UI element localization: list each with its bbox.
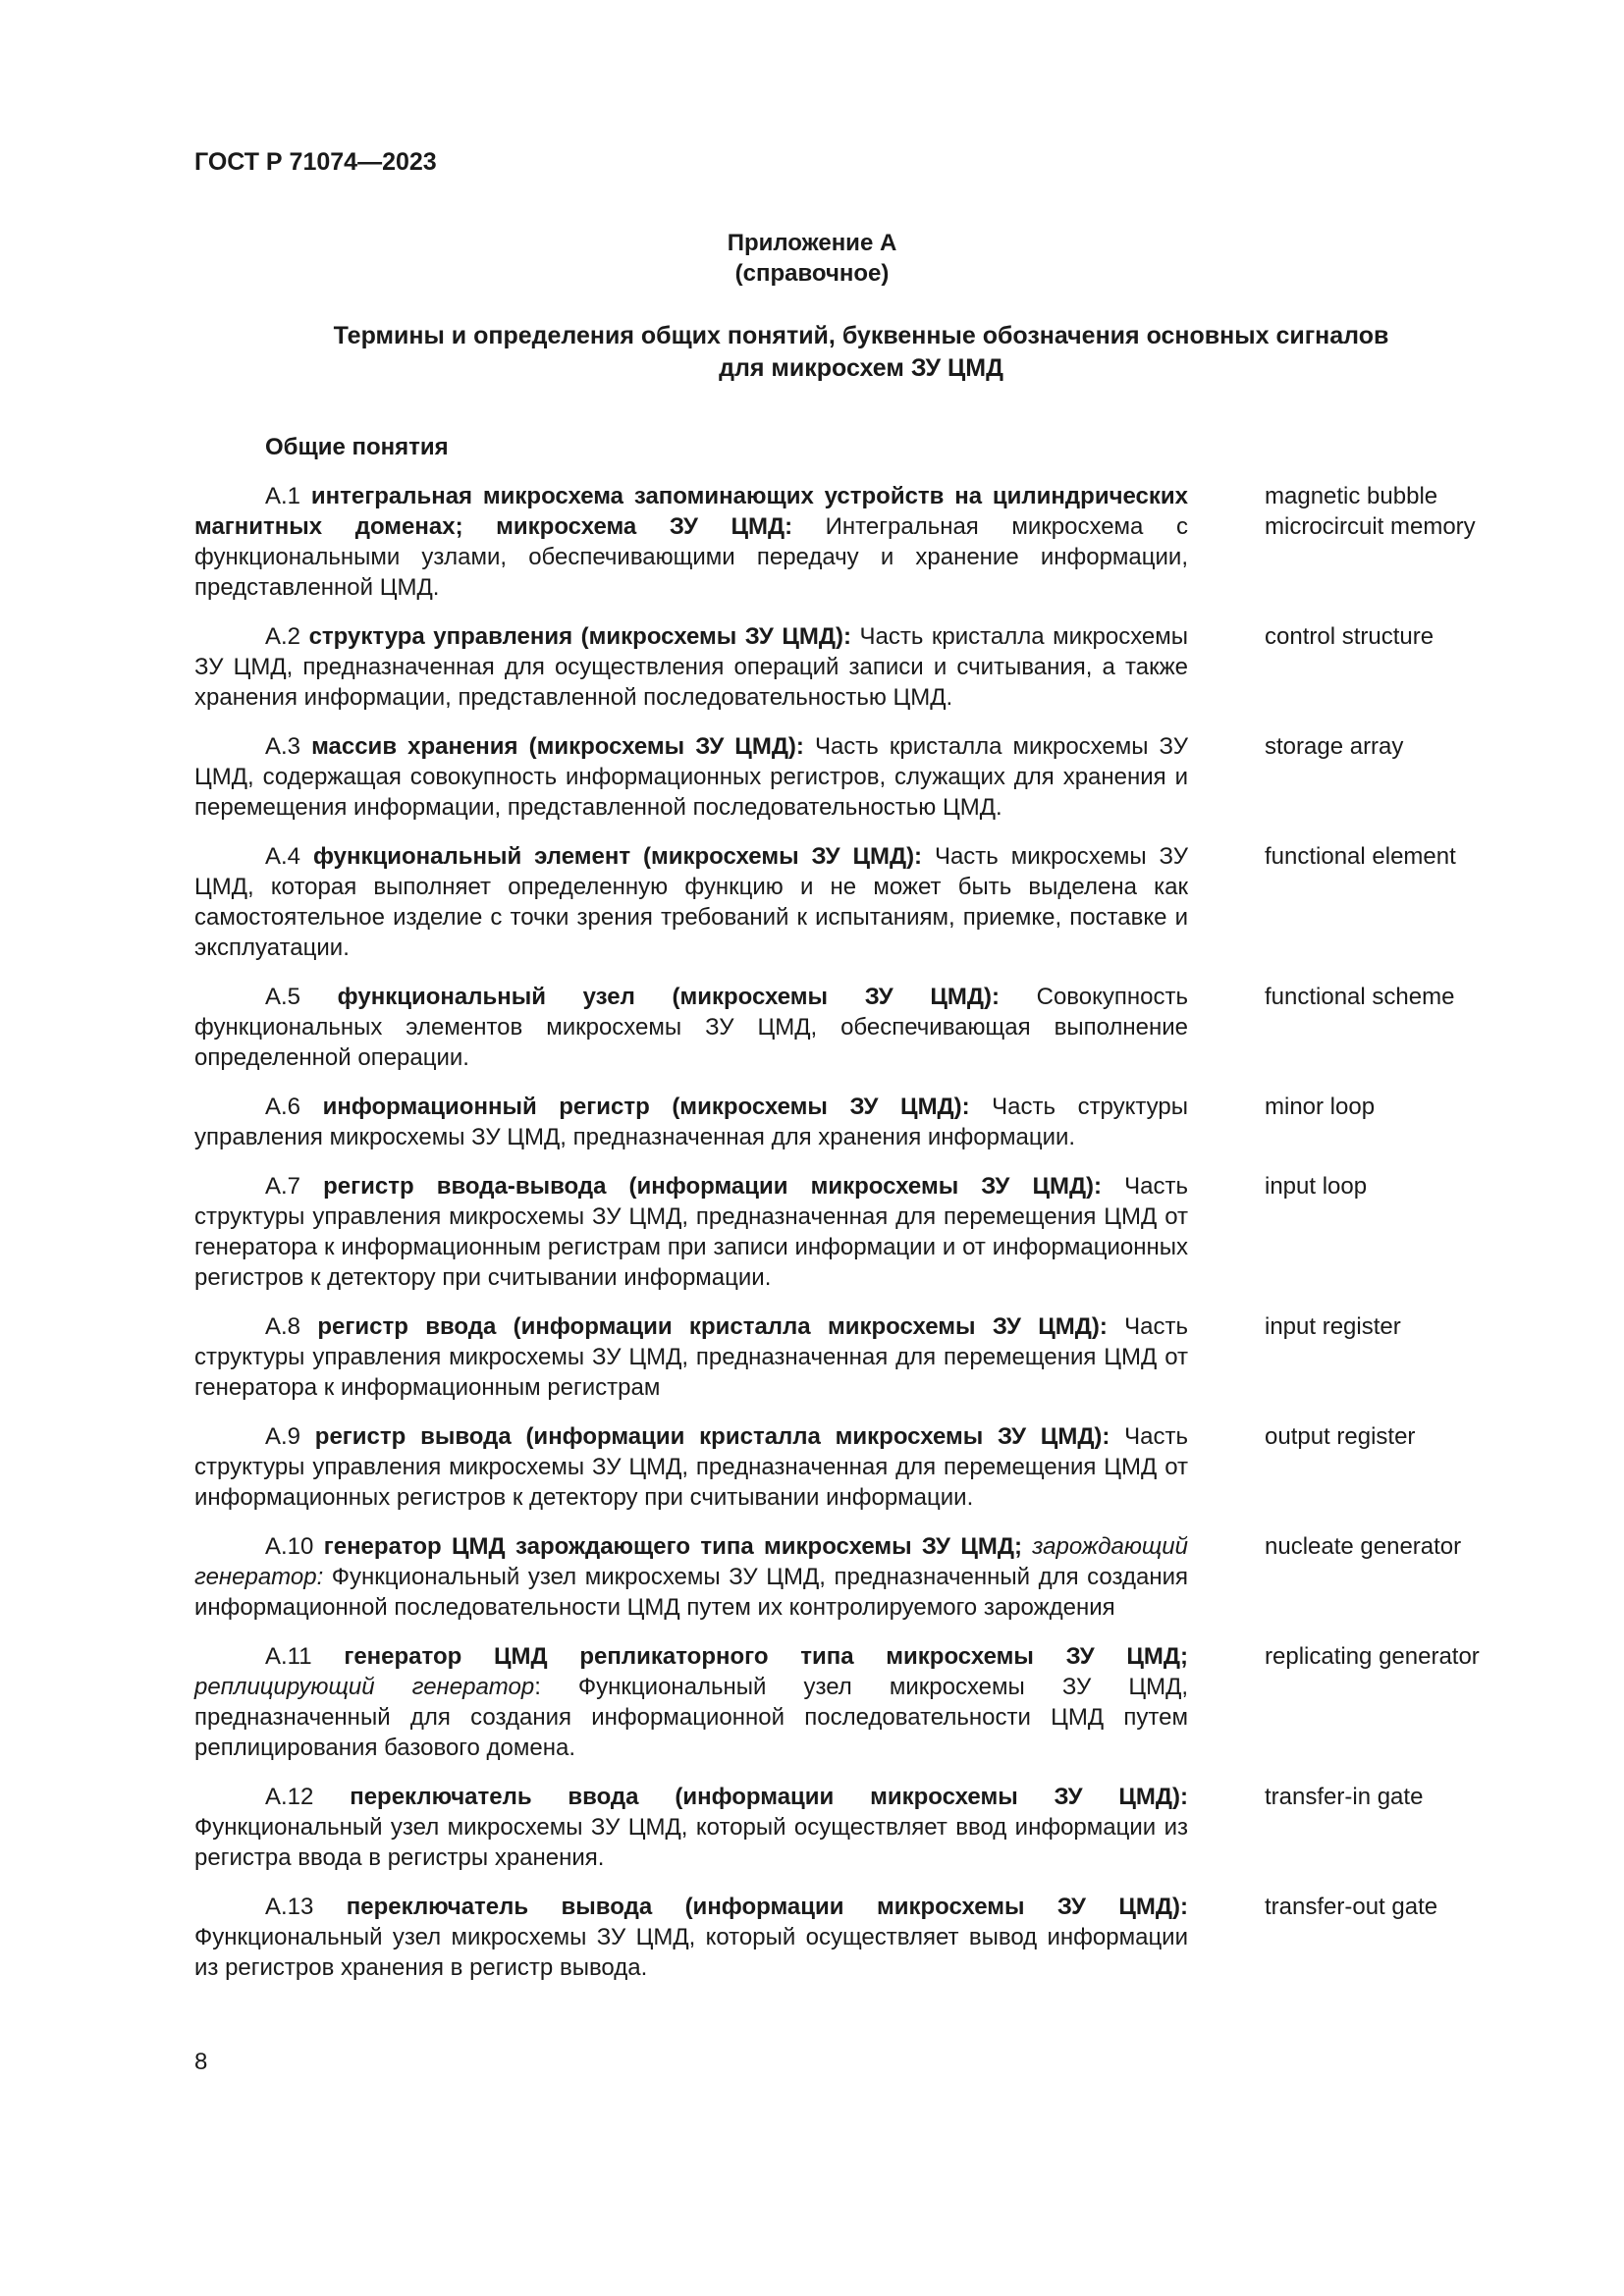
term-name: переключатель ввода (информации микросхемы ЗУ ЦМД): <box>350 1784 1189 1810</box>
term-definition: Часть кристалла микросхемы ЗУ ЦМД, содержащая совокупность информационных регистров, служащих для хранения и перемещения информации, представленной последовательностью ЦМД. <box>194 733 1189 821</box>
term-text <box>194 621 1188 713</box>
term-entry <box>194 1641 1569 1763</box>
term-alt: реплицирующий генератор <box>194 1674 535 1700</box>
term-definition: Функциональный узел микросхемы ЗУ ЦМД, который осуществляет вывод информации из регистров хранения в регистр вывода. <box>194 1924 1188 1981</box>
term-number: А.11 <box>265 1643 312 1670</box>
term-text <box>194 1092 1188 1152</box>
term-text <box>194 1782 1188 1873</box>
term-english: transfer-in gate <box>1265 1784 1424 1810</box>
term-english: output register <box>1265 1423 1416 1450</box>
term-name: структура управления (микросхемы ЗУ ЦМД): <box>308 623 851 650</box>
term-english: transfer-out gate <box>1265 1894 1438 1920</box>
term-text <box>194 1421 1188 1513</box>
term-entry <box>194 1892 1569 1983</box>
term-text <box>194 1892 1188 1983</box>
term-text <box>194 1531 1188 1623</box>
term-entry <box>194 1421 1569 1513</box>
term-text <box>194 982 1188 1073</box>
term-entry <box>194 621 1569 713</box>
term-name: переключатель вывода (информации микросхемы ЗУ ЦМД): <box>346 1894 1188 1920</box>
term-entry <box>194 841 1569 963</box>
term-entry <box>194 1782 1569 1873</box>
term-definition: Часть структуры управления микросхемы ЗУ ЦМД, предназначенная для перемещения ЦМД от генератора к информационным регистрам <box>194 1313 1189 1401</box>
term-entry <box>194 731 1569 823</box>
term-number: А.10 <box>265 1533 314 1560</box>
term-number: А.3 <box>265 733 301 760</box>
term-name: генератор ЦМД репликаторного типа микросхемы ЗУ ЦМД; <box>344 1643 1188 1670</box>
term-name: регистр вывода (информации кристалла микросхемы ЗУ ЦМД): <box>314 1423 1110 1450</box>
term-name: функциональный узел (микросхемы ЗУ ЦМД): <box>337 984 1000 1010</box>
term-alt: зарождающий генератор: <box>194 1533 1188 1590</box>
title-line-1: Термины и определения общих понятий, буквенные обозначения основных сигналов <box>333 322 1389 349</box>
section-heading: Общие понятия <box>265 434 449 460</box>
term-english: magnetic bubble microcircuit memory <box>1265 483 1476 540</box>
term-text <box>194 731 1188 823</box>
term-text <box>194 481 1188 603</box>
term-english: input loop <box>1265 1173 1368 1200</box>
term-name: массив хранения (микросхемы ЗУ ЦМД): <box>311 733 804 760</box>
term-number: А.7 <box>265 1173 301 1200</box>
term-number: А.6 <box>265 1094 301 1120</box>
term-english: functional scheme <box>1265 984 1455 1010</box>
term-english: nucleate generator <box>1265 1533 1462 1560</box>
annex-heading <box>0 228 1624 289</box>
term-english: storage array <box>1265 733 1404 760</box>
term-name: регистр ввода (информации кристалла микросхемы ЗУ ЦМД): <box>317 1313 1108 1340</box>
term-name: информационный регистр (микросхемы ЗУ ЦМД): <box>322 1094 970 1120</box>
term-definition: Часть микросхемы ЗУ ЦМД, которая выполняет определенную функцию и не может быть выделена как самостоятельное изделие с точки зрения требований к испытаниям, приемке, поставке и эксплуатации. <box>194 843 1188 961</box>
term-definition: Функциональный узел микросхемы ЗУ ЦМД, предназначенный для создания информационной последовательности ЦМД путем их контролируемого зарождения <box>194 1564 1188 1621</box>
term-english: functional element <box>1265 843 1456 870</box>
page-title <box>196 320 1526 385</box>
term-number: А.1 <box>265 483 301 509</box>
annex-label: Приложение А <box>727 230 897 256</box>
term-number: А.12 <box>265 1784 314 1810</box>
term-text <box>194 1171 1188 1293</box>
annex-type: (справочное) <box>734 260 890 287</box>
term-number: А.4 <box>265 843 301 870</box>
term-entry <box>194 982 1569 1073</box>
term-number: А.9 <box>265 1423 301 1450</box>
term-name: регистр ввода-вывода (информации микросхемы ЗУ ЦМД): <box>323 1173 1103 1200</box>
term-entry <box>194 1531 1569 1623</box>
term-name: интегральная микросхема запоминающих устройств на цилиндрических магнитных доменах; микросхема ЗУ ЦМД: <box>194 483 1188 540</box>
term-definition: Часть структуры управления микросхемы ЗУ ЦМД, предназначенная для хранения информации. <box>194 1094 1188 1150</box>
term-definition: Часть кристалла микросхемы ЗУ ЦМД, предназначенная для осуществления операций записи и считывания, а также хранения информации, представленной последовательностью ЦМД. <box>194 623 1189 711</box>
term-number: А.5 <box>265 984 301 1010</box>
term-name: функциональный элемент (микросхемы ЗУ ЦМД): <box>312 843 923 870</box>
term-english: input register <box>1265 1313 1401 1340</box>
term-definition: : Функциональный узел микросхемы ЗУ ЦМД, предназначенный для создания информационной последовательности ЦМД путем реплицирования базового домена. <box>194 1674 1189 1761</box>
term-definition: Интегральная микросхема с функциональными узлами, обеспечивающими передачу и хранение информации, представленной ЦМД. <box>194 513 1188 601</box>
term-number: А.13 <box>265 1894 314 1920</box>
term-text <box>194 841 1188 963</box>
terms-list <box>194 481 1569 2002</box>
term-definition: Совокупность функциональных элементов микросхемы ЗУ ЦМД, обеспечивающая выполнение определенной операции. <box>194 984 1188 1071</box>
term-entry <box>194 1092 1569 1152</box>
term-entry <box>194 1311 1569 1403</box>
term-definition: Функциональный узел микросхемы ЗУ ЦМД, который осуществляет ввод информации из регистра ввода в регистры хранения. <box>194 1814 1188 1871</box>
term-number: А.2 <box>265 623 301 650</box>
term-entry <box>194 1171 1569 1293</box>
term-english: replicating generator <box>1265 1643 1480 1670</box>
term-text <box>194 1311 1188 1403</box>
title-line-2: для микросхем ЗУ ЦМД <box>719 354 1003 382</box>
standard-designation: ГОСТ Р 71074—2023 <box>194 148 437 176</box>
term-text <box>194 1641 1188 1763</box>
term-entry <box>194 481 1569 603</box>
term-english: control structure <box>1265 623 1435 650</box>
term-english: minor loop <box>1265 1094 1376 1120</box>
page-number: 8 <box>194 2049 208 2075</box>
term-definition: Часть структуры управления микросхемы ЗУ ЦМД, предназначенная для перемещения ЦМД от информационных регистров к детектору при считывании информации. <box>194 1423 1189 1511</box>
term-name: генератор ЦМД зарождающего типа микросхемы ЗУ ЦМД; <box>323 1533 1022 1560</box>
term-definition: Часть структуры управления микросхемы ЗУ ЦМД, предназначенная для перемещения ЦМД от генератора к информационным регистрам при записи информации и от информационных регистров к детектору при считывании информации. <box>194 1173 1188 1291</box>
term-number: А.8 <box>265 1313 301 1340</box>
